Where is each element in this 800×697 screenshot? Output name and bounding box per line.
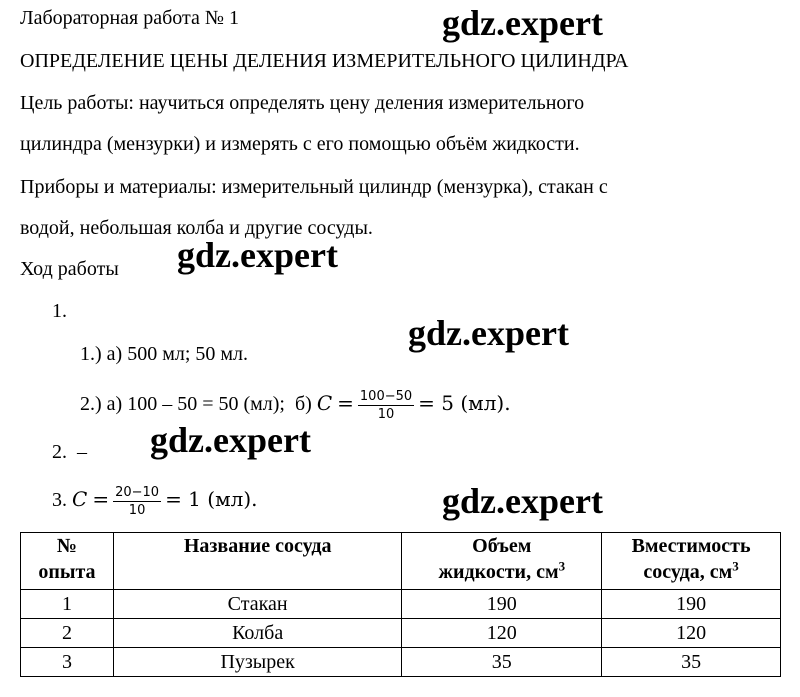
formula-var: C — [72, 487, 88, 511]
step-3-number: 3. — [52, 489, 67, 511]
formula-eq: = — [92, 487, 110, 511]
fraction-denominator: 10 — [128, 502, 146, 518]
fraction-numerator: 20−10 — [115, 484, 160, 500]
equipment-line-1: Приборы и материалы: измерительный цилиндр (мензурка), стакан с — [20, 176, 608, 198]
formula-result: = 5 (мл). — [418, 391, 511, 415]
step-1-sub-1: 1.) а) 500 мл; 50 мл. — [80, 343, 249, 365]
fraction — [358, 389, 414, 422]
header-line-2 — [402, 559, 601, 585]
watermark-3: gdz.expert — [408, 313, 569, 353]
table-row — [21, 590, 781, 619]
cell-number: 3 — [21, 648, 114, 677]
formula-var: C — [316, 391, 333, 415]
header-text: сосуда, см — [643, 561, 733, 583]
fraction-numerator: 100−50 — [359, 388, 413, 404]
cell-number: 2 — [21, 619, 114, 648]
cell-volume: 190 — [402, 590, 602, 619]
table-row — [21, 648, 781, 677]
cell-volume: 120 — [402, 619, 602, 648]
goal-line-2: цилиндра (мензурки) и измерять с его помощью объём жидкости. — [20, 133, 580, 155]
results-table — [20, 532, 781, 677]
cell-capacity: 35 — [602, 648, 781, 677]
equipment-line-2: водой, небольшая колба и другие сосуды. — [20, 217, 373, 239]
header-text: жидкости, см — [438, 561, 559, 583]
table-row — [21, 619, 781, 648]
procedure-title: Ход работы — [20, 258, 119, 280]
header-line-2 — [602, 559, 780, 585]
superscript: 3 — [558, 558, 566, 574]
cell-name: Стакан — [113, 590, 401, 619]
superscript: 3 — [732, 558, 739, 574]
cell-name: Пузырек — [113, 648, 401, 677]
header-experiment-number — [21, 533, 114, 590]
formula-result: = 1 (мл). — [165, 487, 258, 511]
header-line-2: опыта — [38, 561, 96, 583]
header-line-1: Вместимость — [631, 535, 751, 557]
header-line-1: Объем — [472, 535, 532, 557]
watermark-2: gdz.expert — [177, 235, 338, 275]
fraction-denominator: 10 — [377, 406, 395, 422]
cell-name: Колба — [113, 619, 401, 648]
step-1-number: 1. — [52, 300, 67, 322]
header-line-1: № — [56, 535, 77, 557]
step-1-sub-2-prefix: 2.) а) 100 – 50 = 50 (мл); б) — [80, 393, 317, 415]
goal-line-1: Цель работы: научиться определять цену деления измерительного — [20, 92, 585, 114]
cell-capacity: 120 — [602, 619, 781, 648]
cell-volume: 35 — [402, 648, 602, 677]
step-3 — [52, 484, 257, 518]
header-line-1: Название сосуда — [183, 535, 332, 557]
fraction — [113, 485, 161, 518]
formula-eq: = — [337, 391, 354, 415]
heading: ОПРЕДЕЛЕНИЕ ЦЕНЫ ДЕЛЕНИЯ ИЗМЕРИТЕЛЬНОГО ЦИЛИНДРА — [20, 50, 629, 72]
step-1-sub-2 — [80, 388, 511, 422]
lab-title: Лабораторная работа № 1 — [20, 7, 239, 29]
watermark-4: gdz.expert — [150, 420, 311, 460]
header-liquid-volume — [402, 533, 602, 590]
cell-capacity: 190 — [602, 590, 781, 619]
watermark-5: gdz.expert — [442, 481, 603, 521]
header-vessel-capacity — [602, 533, 781, 590]
cell-number: 1 — [21, 590, 114, 619]
table-header-row — [21, 533, 781, 590]
step-2: 2. – — [52, 441, 87, 463]
watermark-1: gdz.expert — [442, 3, 603, 43]
header-vessel-name — [113, 533, 401, 590]
